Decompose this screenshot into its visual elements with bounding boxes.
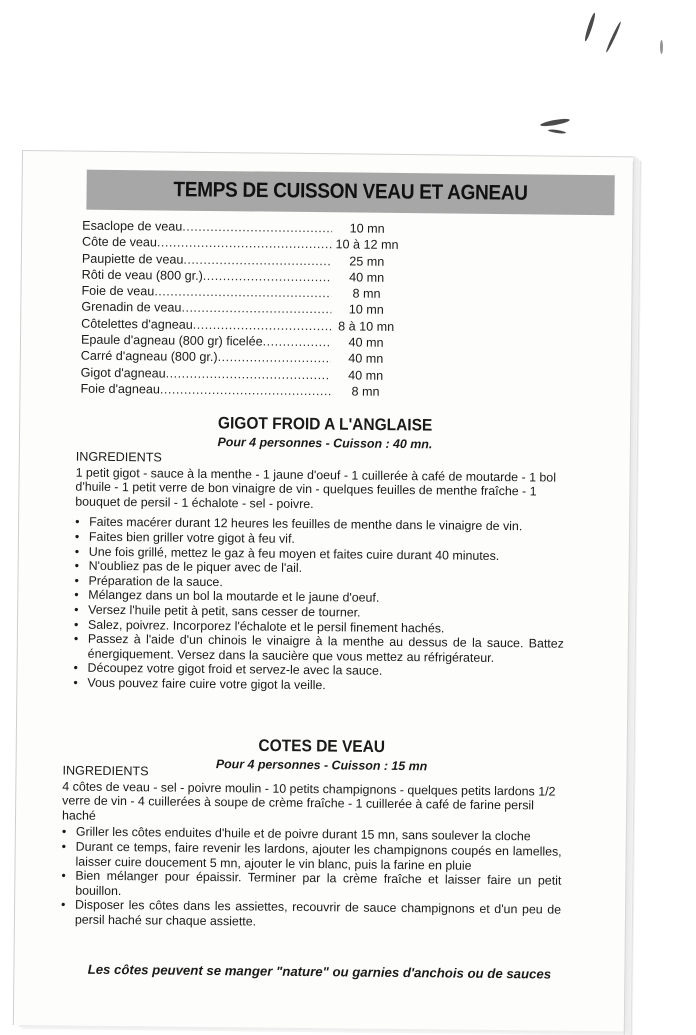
gigot-title: GIGOT FROID A L'ANGLAISE [217,414,433,435]
dot-leader [182,219,332,237]
cooking-times-list [80,218,402,401]
cooking-time-value: 8 mn [352,286,381,301]
cotes-subtitle: Pour 4 personnes - Cuisson : 15 mn [215,757,428,774]
cooking-time-row [80,381,400,401]
cooking-time-item: Esaclope de veau [82,218,183,234]
cotes-steps [61,825,562,932]
cooking-time-value: 8 mn [351,384,380,399]
gigot-steps [73,515,565,695]
step-item: • Faites macérer durant 12 heures les feuilles de menthe dans le vinaigre de vin. [75,515,565,535]
cooking-time-value: 40 mn [349,270,385,285]
cooking-time-item: Paupiette de veau [81,251,184,267]
dot-leader [157,235,332,253]
step-item: • Versez l'huile petit à petit, sans cesser de tourner. [74,603,564,623]
header-bar [86,170,614,216]
step-item: • N'oubliez pas de le piquer avec de l'ail. [75,559,565,579]
dot-leader [183,251,332,269]
gigot-subtitle: Pour 4 personnes - Cuisson : 40 mn. [217,435,433,452]
step-item: • Passez à l'aide d'un chinois le vinaigre à la menthe au dessus de la sauce. Battez énergiquement. Versez dans la saucière que vous mettez au réfrigérateur. [74,632,564,666]
cooking-time-item: Grenadin de veau [81,300,182,316]
cotes-recipe [61,763,563,932]
step-item: • Griller les côtes enduites d'huile et de poivre durant 15 mn, sans soulever la cloche [62,825,562,845]
cotes-ingredients-label: INGREDIENTS [62,763,149,779]
footer-note: Les côtes peuvent se manger "nature" ou garnies d'anchois ou de sauces [87,961,552,982]
cooking-time-item: Côte de veau [81,234,158,250]
booklet-page [13,150,633,1031]
cooking-time-value: 10 à 12 mn [335,237,399,253]
dot-leader [218,349,331,366]
dot-leader [166,365,331,383]
cooking-time-item: Rôti de veau (800 gr.) [81,267,203,283]
page-title: TEMPS DE CUISSON VEAU ET AGNEAU [173,178,528,206]
cooking-time-item: Foie de veau [81,283,155,299]
dot-leader [160,381,331,399]
ink-smudge [540,117,570,127]
cooking-time-item: Gigot d'agneau [80,365,166,381]
dot-leader [181,300,331,318]
step-item: • Salez, poivrez. Incorporez l'échalote et le persil finement hachés. [74,617,564,637]
cotes-title: COTES DE VEAU [258,736,386,757]
cooking-time-item: Foie d'agneau [80,381,161,397]
ink-smudge [583,12,596,42]
step-item: • Une fois grillé, mettez le gaz à feu moyen et faites cuire durant 40 minutes. [75,544,565,564]
page-edge [624,161,641,1035]
cooking-time-value: 25 mn [349,254,385,269]
cooking-time-item: Côtelettes d'agneau [81,316,193,332]
step-item: • Vous pouvez faire cuire votre gigot la veille. [73,675,563,695]
gigot-recipe [73,450,565,696]
step-item: • Durant ce temps, faire revenir les lardons, ajouter les champignons coupés en lamelles, laisser cuire doucement 5 mn, ajouter le vin blanc, puis la farine en pluie [61,839,561,873]
dot-leader [203,268,332,286]
ink-smudge [660,40,663,54]
dot-leader [193,317,332,335]
cooking-time-item: Carré d'agneau (800 gr.) [80,349,218,365]
gigot-ingredients-text: 1 petit gigot - sauce à la menthe - 1 jaune d'oeuf - 1 cuillerée à café de moutarde - 1 bol d'huile - 1 petit verre de bon vinaigre de vin - quelques feuilles de menthe fraîche - 1 bouquet de persil - 1 échalote - sel - poivre. [75,465,557,511]
dot-leader [154,284,331,302]
cooking-time-value: 10 mn [349,221,385,236]
cooking-time-value: 8 à 10 mn [338,319,395,334]
ink-smudge [548,129,566,134]
ink-smudge [605,21,622,53]
step-item: • Mélangez dans un bol la moutarde et le jaune d'oeuf. [74,588,564,608]
step-item: • Découpez votre gigot froid et servez-le avec la sauce. [74,661,564,681]
cooking-time-value: 40 mn [348,351,384,367]
step-item: • Disposer les côtes dans les assiettes, recouvrir de sauce champignons et d'un peu de persil haché sur chaque assiette. [61,898,561,932]
cooking-time-value: 40 mn [348,368,384,383]
cotes-ingredients-text: 4 côtes de veau - sel - poivre moulin - 10 petits champignons - quelques petits lardons 1/2 verre de vin - 4 cuillerées à soupe de crème fraîche - 1 cuillerée à café de farine persil haché [61,779,556,823]
cooking-time-item: Epaule d'agneau (800 gr) ficelée [80,332,263,349]
cooking-time-value: 10 mn [348,302,384,318]
gigot-ingredients-label: INGREDIENTS [75,449,162,465]
step-item: • Bien mélanger pour épaissir. Terminer par la crème fraîche et laisser faire un petit bouillon. [61,869,561,903]
cooking-time-value: 40 mn [348,335,384,350]
step-item: • Préparation de la sauce. [74,573,564,593]
dot-leader [263,334,332,351]
step-item: • Faites bien griller votre gigot à feu vif. [75,530,565,550]
